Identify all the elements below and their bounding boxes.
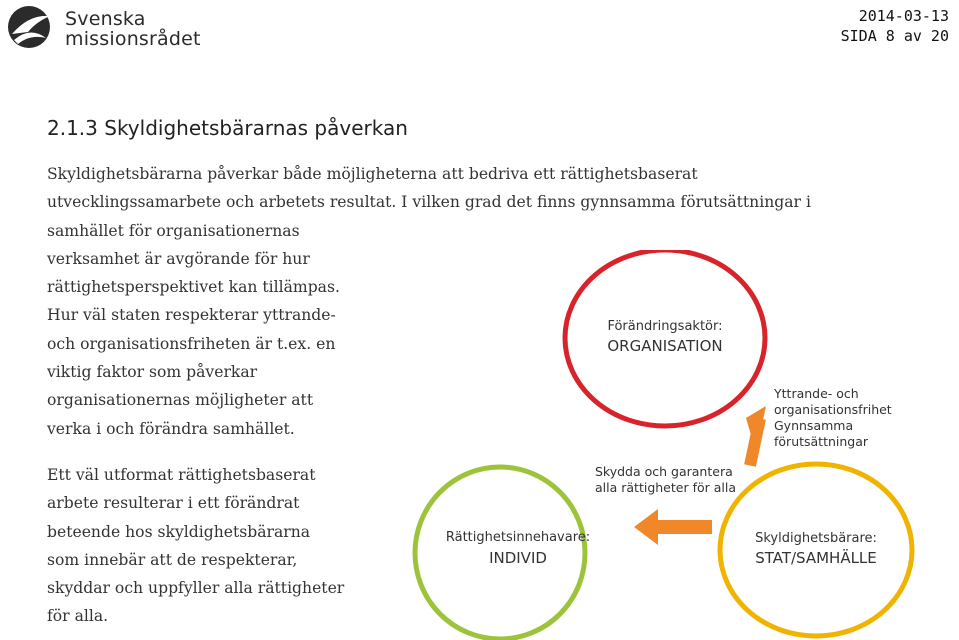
freedom-label: Yttrande- och organisationsfrihet Gynnsamma förutsättningar — [774, 386, 892, 449]
protect-label: Skydda och garantera alla rättigheter för alla — [595, 464, 736, 495]
stat-samhalle-name: STAT/SAMHÄLLE — [755, 549, 877, 567]
logo-text — [65, 9, 201, 49]
logo-line-2: missionsrådet — [65, 28, 201, 50]
paragraph-line: för alla. — [47, 607, 109, 626]
arrow-left-icon — [634, 509, 712, 545]
paragraph-line: beteende hos skyldighetsbärarna — [47, 522, 311, 541]
paragraph-line: organisationernas möjligheter att — [47, 391, 314, 410]
logo-line-1: Svenska — [65, 8, 146, 30]
organization-logo-icon — [6, 4, 58, 50]
paragraph-line: utvecklingssamarbete och arbetets resultat. I vilken grad det finns gynnsamma förutsättningar i — [47, 193, 811, 212]
paragraph-line: och organisationsfriheten är t.ex. en — [47, 334, 336, 353]
paragraph-line: arbete resulterar i ett förändrat — [47, 494, 300, 513]
individ-role: Rättighetsinnehavare: — [445, 530, 591, 545]
paragraph-line: samhället för organisationernas — [47, 221, 300, 240]
paragraph-2 — [47, 461, 387, 631]
page-number: SIDA 8 av 20 — [840, 27, 949, 45]
paragraph-line: viktig faktor som påverkar — [47, 363, 258, 382]
arrow-up-icon — [744, 406, 766, 467]
document-meta — [841, 6, 949, 46]
document-date: 2014-03-13 — [858, 7, 949, 25]
paragraph-line: verka i och förändra samhället. — [47, 419, 295, 438]
section-heading: 2.1.3 Skyldighetsbärarnas påverkan — [47, 116, 408, 140]
paragraph-line: Skyldighetsbärarna påverkar både möjligheterna att bedriva ett rättighetsbaserat — [47, 165, 698, 183]
logo — [6, 4, 206, 50]
paragraph-line: Ett väl utformat rättighetsbaserat — [47, 466, 316, 484]
organisation-role: Förändringsaktör: — [607, 319, 723, 334]
paragraph-line: rättighetsperspektivet kan tillämpas. — [47, 278, 340, 297]
actor-relationship-diagram — [400, 250, 959, 640]
individ-name: INDIVID — [489, 549, 547, 567]
paragraph-line: som innebär att de respekterar, — [47, 550, 298, 569]
stat-samhalle-role: Skyldighetsbärare: — [755, 531, 877, 546]
organisation-name: ORGANISATION — [607, 337, 723, 355]
paragraph-line: skyddar och uppfyller alla rättigheter — [47, 579, 345, 598]
paragraph-line: Hur väl staten respekterar yttrande- — [47, 306, 336, 325]
paragraph-line: verksamhet är avgörande för hur — [47, 249, 310, 268]
